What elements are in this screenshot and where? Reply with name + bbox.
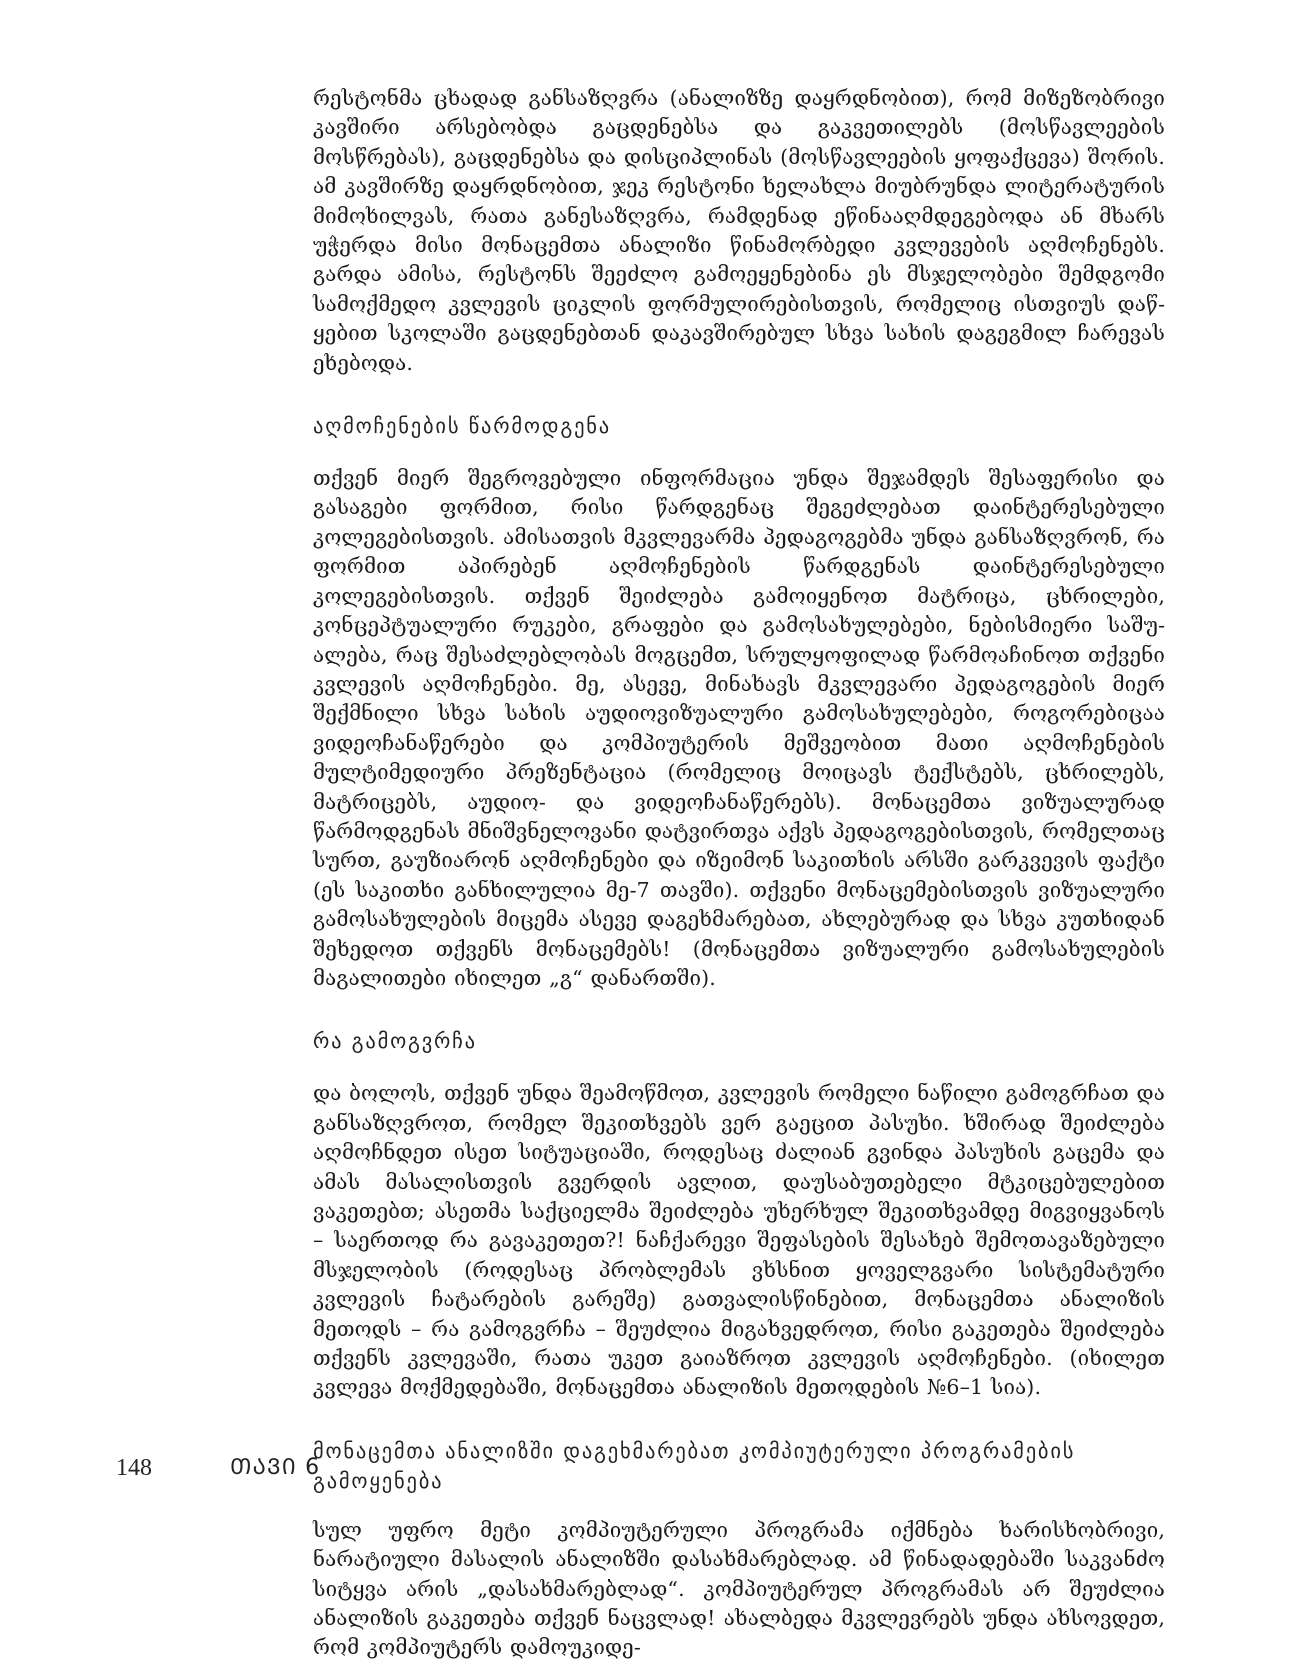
section-heading-what-was-missed: რა გამოგვრჩა (313, 1029, 477, 1054)
page-body (313, 84, 1165, 1663)
page-footer (0, 1452, 1294, 1492)
body-paragraph: თქვენ მიერ შეგროვებული ინფორმაცია უნდა შეჯამდეს შესაფერისი და გასაგები ფორმით, რისი წარდგენაც შეგეძლებათ დაინტერესებული კოლეგებისთვის. ამისათვის მკვლევარმა პედაგოგებმა უნდა განსაზღვრონ, რა ფორმით აპირებენ აღმოჩენების წარდგენას დაინტერესებული კოლეგებისთვის. თქვენ შეიძლება გამოიყენოთ მატრიცა, ცხრილები, კონცეპტუალური რუკები, გრაფები და გამოსახულებები, ნებისმიერი საშუალება, რაც შესაძლებლობას მოგცემთ, სრულყოფილად წარმოაჩინოთ თქვენი კვლევის აღმოჩენები. მე, ასევე, მინახავს მკვლევარი პედაგოგების მიერ შექმნილი სხვა სახის აუდიოვიზუალური გამოსახულებები, როგორებიცაა ვიდეოჩანაწერები და კომპიუტერის მეშვეობით მათი აღმოჩენების მულტიმედიური პრეზენტაცია (რომელიც მოიცავს ტექსტებს, ცხრილებს, მატრიცებს, აუდიო- და ვიდეოჩანაწერებს). მონაცემთა ვიზუალურად წარმოდგენას მნიშვნელოვანი დატვირთვა აქვს პედაგოგებისთვის, რომელთაც სურთ, გაუზიარონ აღმოჩენები და იზეიმონ საკითხის არსში გარკვევის ფაქტი (ეს საკითხი განხილულია მე-7 თავში). თქვენი მონაცემებისთვის ვიზუალური გამოსახულების მიცემა ასევე დაგეხმარებათ, ახლებურად და სხვა კუთხიდან შეხედოთ თქვენს მონაცემებს! (მონაცემთა ვიზუალური გამოსახულების მაგალითები იხილეთ „გ“ დანართში). (313, 466, 1165, 990)
chapter-label: ᲗᲐᲕᲘ 6 (230, 1455, 321, 1480)
body-paragraph: და ბოლოს, თქვენ უნდა შეამოწმოთ, კვლევის რომელი ნაწილი გამოგრჩათ და განსაზღვროთ, რომელ შეკითხვებს ვერ გაეცით პასუხი. ხშირად შეიძლება აღმოჩნდეთ ისეთ სიტუაციაში, როდესაც ძალიან გვინდა პასუხის გაცემა და ამას მასალისთვის გვერდის ავლით, დაუსაბუთებელი მტკიცებულებით ვაკეთებთ; ასეთმა საქციელმა შეიძლება უხერხულ შეკითხვამდე მიგვიყვანოს – საერთოდ რა გავაკეთეთ?! ნაჩქარევი შეფასების შესახებ შემოთავაზებული მსჯელობის (როდესაც პრობლემას ვხსნით ყოველგვარი სისტემატური კვლევის ჩატარების გარეშე) გათვალისწინებით, მონაცემთა ანალიზის მეთოდს – რა გამოგვრჩა – შეუძლია მიგახვედროთ, რისი გაკეთება შეიძლება თქვენს კვლევაში, რათა უკეთ გაიაზროთ კვლევის აღმოჩენები. (იხილეთ კვლევა მოქმედებაში, მონაცემთა ანალიზის მეთოდების №6–1 სია). (313, 1081, 1165, 1400)
page-number: 148 (116, 1455, 152, 1481)
body-paragraph: სულ უფრო მეტი კომპიუტერული პროგრამა იქმნება ხარისხობრივი, ნარატიული მასალის ანალიზში დასახმარებლად. ამ წინადადებაში საკვანძო სიტყვა არის „დასახმარებლად“. კომპიუტერულ პროგრამას არ შეუძლია ანალიზის გაკეთება თქვენ ნაცვლად! ახალბედა მკვლევრებს უნდა ახსოვდეთ, რომ კომპიუტერს დამოუკიდე- (313, 1517, 1165, 1660)
section-heading-computer-programs: მონაცემთა ანალიზში დაგეხმარებათ კომპიუტერული პროგრამების გამოყენება (313, 1438, 1076, 1493)
section-heading-findings-presentation: აღმოჩენების წარმოდგენა (313, 414, 612, 439)
body-paragraph: რესტონმა ცხადად განსაზღვრა (ანალიზზე დაყრდნობით), რომ მიზეზობრივი კავშირი არსებობდა გაცდენებსა და გაკვეთილებს (მოსწავლეების მოსწრებას), გაცდენებსა და დისციპლინას (მოსწავლეების ყოფაქცევა) შორის. ამ კავშირზე დაყრდნობით, ჯეკ რესტონი ხელახლა მიუბრუნდა ლიტერატურის მიმოხილვას, რათა განესაზღვრა, რამდენად ეწინააღმდეგებოდა ან მხარს უჭერდა მისი მონაცემთა ანალიზი წინამორბედი კვლევების აღმოჩენებს. გარდა ამისა, რესტონს შეეძლო გამოეყენებინა ეს მსჯელობები შემდგომი სამოქმედო კვლევის ციკლის ფორმულირებისთვის, რომელიც ისთვიუს დაწყებით სკოლაში გაცდენებთან დაკავშირებულ სხვა სახის დაგეგმილ ჩარევას ეხებოდა. (313, 86, 1165, 375)
